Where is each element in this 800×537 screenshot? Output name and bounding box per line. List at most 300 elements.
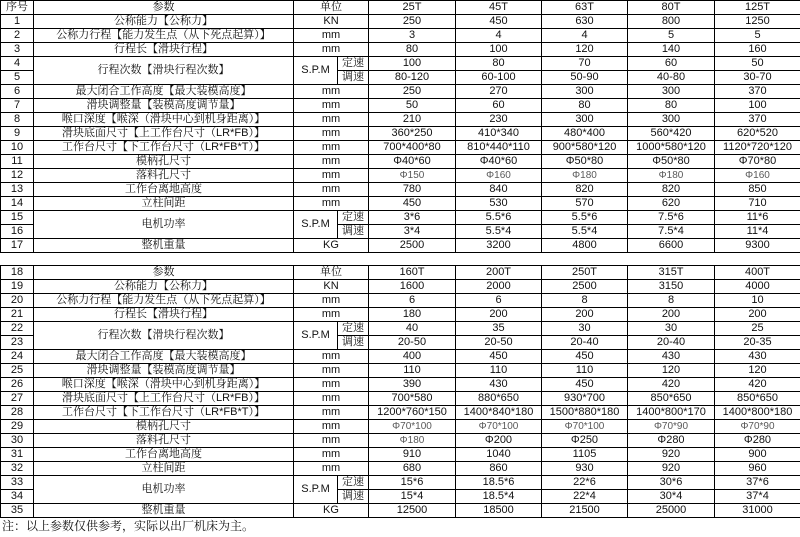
value-cell: 3: [369, 29, 456, 43]
value-cell: 37*6: [715, 476, 800, 490]
row-index-cell: 16: [1, 225, 34, 239]
table-row: [1, 378, 800, 392]
value-cell: 80: [628, 99, 715, 113]
value-cell: 210: [369, 113, 456, 127]
table-row: [1, 350, 800, 364]
table-row: [1, 462, 800, 476]
value-cell: 18.5*4: [456, 490, 542, 504]
value-cell: 15*6: [369, 476, 456, 490]
value-cell: 200: [456, 308, 542, 322]
param-label-cell: 电机功率: [34, 476, 294, 504]
value-cell: 20-40: [542, 336, 628, 350]
row-index-cell: 34: [1, 490, 34, 504]
value-cell: 430: [715, 350, 800, 364]
row-index-cell: 7: [1, 99, 34, 113]
value-cell: 880*650: [456, 392, 542, 406]
value-cell: Φ200: [456, 434, 542, 448]
value-cell: 930*700: [542, 392, 628, 406]
value-cell: 3*6: [369, 211, 456, 225]
value-cell: 7.5*6: [628, 211, 715, 225]
value-cell: Φ70*80: [715, 155, 800, 169]
table-row: [1, 476, 800, 490]
speed-tag-cell: 调速: [338, 336, 369, 350]
value-cell: 570: [542, 197, 628, 211]
param-label-cell: 公称能力【公称力】: [34, 15, 294, 29]
unit-cell: S.P.M: [294, 476, 338, 504]
unit-cell: mm: [294, 378, 369, 392]
param-label-cell: 工作台尺寸【下工作台尺寸（LR*FB*T）】: [34, 406, 294, 420]
spec-table-2: [0, 265, 800, 518]
unit-cell: mm: [294, 155, 369, 169]
table-row: [1, 99, 800, 113]
value-cell: 360*250: [369, 127, 456, 141]
model-header: 200T: [456, 266, 542, 280]
row-index-cell: 26: [1, 378, 34, 392]
model-header: 80T: [628, 1, 715, 15]
value-cell: 300: [628, 113, 715, 127]
table-row: [1, 239, 800, 253]
model-header: 315T: [628, 266, 715, 280]
value-cell: 5: [628, 29, 715, 43]
param-header: 参数: [34, 1, 294, 15]
param-label-cell: 模柄孔尺寸: [34, 155, 294, 169]
value-cell: 15*4: [369, 490, 456, 504]
param-label-cell: 工作台尺寸【下工作台尺寸（LR*FB*T）】: [34, 141, 294, 155]
param-label-cell: 最大闭合工作高度【最大装模高度】: [34, 85, 294, 99]
speed-tag-cell: 调速: [338, 71, 369, 85]
value-cell: 620: [628, 197, 715, 211]
row-index-cell: 6: [1, 85, 34, 99]
value-cell: Φ180: [369, 434, 456, 448]
value-cell: 25: [715, 322, 800, 336]
value-cell: 450: [456, 350, 542, 364]
value-cell: 450: [456, 15, 542, 29]
model-header: 63T: [542, 1, 628, 15]
value-cell: 480*400: [542, 127, 628, 141]
table-row: [1, 322, 800, 336]
value-cell: 8: [628, 294, 715, 308]
value-cell: 50: [369, 99, 456, 113]
value-cell: 840: [456, 183, 542, 197]
value-cell: 230: [456, 113, 542, 127]
value-cell: 20-50: [369, 336, 456, 350]
row-index-header: 18: [1, 266, 34, 280]
unit-cell: mm: [294, 99, 369, 113]
value-cell: 390: [369, 378, 456, 392]
value-cell: 2000: [456, 280, 542, 294]
value-cell: Φ40*60: [369, 155, 456, 169]
row-index-cell: 27: [1, 392, 34, 406]
value-cell: 70: [542, 57, 628, 71]
value-cell: Φ70*100: [542, 420, 628, 434]
value-cell: 630: [542, 15, 628, 29]
value-cell: 6: [369, 294, 456, 308]
value-cell: 2500: [369, 239, 456, 253]
footer-note: 注：以上参数仅供参考，实际以出厂机床为主。: [2, 519, 255, 533]
model-header: 160T: [369, 266, 456, 280]
value-cell: 270: [456, 85, 542, 99]
value-cell: Φ150: [369, 169, 456, 183]
param-header: 参数: [34, 266, 294, 280]
value-cell: 450: [542, 350, 628, 364]
spec-table-1: [0, 0, 800, 253]
value-cell: 22*4: [542, 490, 628, 504]
value-cell: 22*6: [542, 476, 628, 490]
value-cell: 370: [715, 85, 800, 99]
table-row: [1, 392, 800, 406]
unit-cell: mm: [294, 420, 369, 434]
table-row: [1, 434, 800, 448]
value-cell: 6: [456, 294, 542, 308]
value-cell: 530: [456, 197, 542, 211]
row-index-cell: 1: [1, 15, 34, 29]
value-cell: 300: [628, 85, 715, 99]
value-cell: 1000*580*120: [628, 141, 715, 155]
row-index-cell: 31: [1, 448, 34, 462]
value-cell: 7.5*4: [628, 225, 715, 239]
unit-cell: KG: [294, 504, 369, 518]
value-cell: 18.5*6: [456, 476, 542, 490]
value-cell: 60-100: [456, 71, 542, 85]
unit-cell: mm: [294, 141, 369, 155]
unit-cell: mm: [294, 308, 369, 322]
row-index-cell: 35: [1, 504, 34, 518]
table-row: [1, 364, 800, 378]
unit-cell: mm: [294, 197, 369, 211]
value-cell: 80: [456, 57, 542, 71]
value-cell: 700*400*80: [369, 141, 456, 155]
table-row: [1, 420, 800, 434]
value-cell: 12500: [369, 504, 456, 518]
table-row: [1, 85, 800, 99]
row-index-cell: 10: [1, 141, 34, 155]
value-cell: 50: [715, 57, 800, 71]
value-cell: 450: [369, 197, 456, 211]
row-index-cell: 29: [1, 420, 34, 434]
table-row: [1, 169, 800, 183]
value-cell: 900*580*120: [542, 141, 628, 155]
value-cell: Φ70*100: [456, 420, 542, 434]
value-cell: 820: [628, 183, 715, 197]
value-cell: Φ280: [715, 434, 800, 448]
param-label-cell: 喉口深度【喉深（滑块中心到机身距离）】: [34, 113, 294, 127]
param-label-cell: 立柱间距: [34, 197, 294, 211]
value-cell: 1200*760*150: [369, 406, 456, 420]
unit-cell: mm: [294, 294, 369, 308]
value-cell: 60: [628, 57, 715, 71]
value-cell: 1105: [542, 448, 628, 462]
value-cell: 20-40: [628, 336, 715, 350]
table-gap: [0, 253, 800, 265]
value-cell: 9300: [715, 239, 800, 253]
value-cell: 2500: [542, 280, 628, 294]
param-label-cell: 滑块底面尺寸【上工作台尺寸（LR*FB）】: [34, 392, 294, 406]
unit-cell: mm: [294, 462, 369, 476]
value-cell: 37*4: [715, 490, 800, 504]
table-row: [1, 280, 800, 294]
table-row: [1, 211, 800, 225]
row-index-cell: 8: [1, 113, 34, 127]
value-cell: 60: [456, 99, 542, 113]
value-cell: 10: [715, 294, 800, 308]
unit-cell: mm: [294, 183, 369, 197]
unit-cell: mm: [294, 85, 369, 99]
value-cell: 3200: [456, 239, 542, 253]
row-index-cell: 17: [1, 239, 34, 253]
value-cell: 25000: [628, 504, 715, 518]
value-cell: 1400*800*170: [628, 406, 715, 420]
table-row: [1, 43, 800, 57]
row-index-cell: 25: [1, 364, 34, 378]
value-cell: 450: [542, 378, 628, 392]
value-cell: 430: [628, 350, 715, 364]
table-row: [1, 294, 800, 308]
table-row: [1, 15, 800, 29]
table-row: [1, 448, 800, 462]
param-label-cell: 公称能力【公称力】: [34, 280, 294, 294]
value-cell: 4: [456, 29, 542, 43]
value-cell: 110: [369, 364, 456, 378]
value-cell: Φ160: [456, 169, 542, 183]
row-index-cell: 24: [1, 350, 34, 364]
row-index-cell: 14: [1, 197, 34, 211]
value-cell: 35: [456, 322, 542, 336]
param-label-cell: 行程长【滑块行程】: [34, 308, 294, 322]
model-header: 250T: [542, 266, 628, 280]
param-label-cell: 模柄孔尺寸: [34, 420, 294, 434]
unit-cell: mm: [294, 127, 369, 141]
value-cell: 50-90: [542, 71, 628, 85]
row-index-cell: 32: [1, 462, 34, 476]
value-cell: 80: [542, 99, 628, 113]
value-cell: 30*6: [628, 476, 715, 490]
value-cell: 1250: [715, 15, 800, 29]
value-cell: 18500: [456, 504, 542, 518]
model-header: 125T: [715, 1, 800, 15]
value-cell: 420: [715, 378, 800, 392]
table-row: [1, 308, 800, 322]
row-index-cell: 30: [1, 434, 34, 448]
value-cell: 850: [715, 183, 800, 197]
unit-cell: mm: [294, 43, 369, 57]
header-row: [1, 1, 800, 15]
row-index-cell: 28: [1, 406, 34, 420]
unit-header: 单位: [294, 1, 369, 15]
table-row: [1, 113, 800, 127]
param-label-cell: 电机功率: [34, 211, 294, 239]
unit-cell: KN: [294, 15, 369, 29]
unit-header: 单位: [294, 266, 369, 280]
value-cell: 680: [369, 462, 456, 476]
unit-cell: mm: [294, 392, 369, 406]
value-cell: 430: [456, 378, 542, 392]
param-label-cell: 行程次数【滑块行程次数】: [34, 322, 294, 350]
value-cell: 250: [369, 85, 456, 99]
value-cell: 120: [715, 364, 800, 378]
value-cell: 120: [628, 364, 715, 378]
value-cell: 200: [628, 308, 715, 322]
param-label-cell: 落料孔尺寸: [34, 169, 294, 183]
unit-cell: mm: [294, 434, 369, 448]
value-cell: 900: [715, 448, 800, 462]
value-cell: 960: [715, 462, 800, 476]
param-label-cell: 公称力行程【能力发生点（从下死点起算）】: [34, 29, 294, 43]
value-cell: Φ70*100: [369, 420, 456, 434]
param-label-cell: 最大闭合工作高度【最大装模高度】: [34, 350, 294, 364]
value-cell: 40: [369, 322, 456, 336]
value-cell: 40-80: [628, 71, 715, 85]
row-index-cell: 22: [1, 322, 34, 336]
value-cell: 30: [628, 322, 715, 336]
value-cell: 410*340: [456, 127, 542, 141]
unit-cell: S.P.M: [294, 322, 338, 350]
value-cell: 30-70: [715, 71, 800, 85]
value-cell: 560*420: [628, 127, 715, 141]
speed-tag-cell: 调速: [338, 490, 369, 504]
value-cell: 800: [628, 15, 715, 29]
table-row: [1, 127, 800, 141]
unit-cell: S.P.M: [294, 57, 338, 85]
value-cell: 780: [369, 183, 456, 197]
value-cell: Φ160: [715, 169, 800, 183]
value-cell: 4800: [542, 239, 628, 253]
value-cell: Φ70*90: [628, 420, 715, 434]
value-cell: 1120*720*120: [715, 141, 800, 155]
value-cell: Φ280: [628, 434, 715, 448]
table-row: [1, 197, 800, 211]
unit-cell: mm: [294, 113, 369, 127]
value-cell: 3*4: [369, 225, 456, 239]
param-label-cell: 行程次数【滑块行程次数】: [34, 57, 294, 85]
value-cell: 5.5*6: [542, 211, 628, 225]
row-index-cell: 9: [1, 127, 34, 141]
value-cell: 1600: [369, 280, 456, 294]
param-label-cell: 整机重量: [34, 504, 294, 518]
value-cell: 910: [369, 448, 456, 462]
value-cell: 200: [542, 308, 628, 322]
value-cell: 810*440*110: [456, 141, 542, 155]
param-label-cell: 滑块调整量【装模高度调节量】: [34, 364, 294, 378]
model-header: 25T: [369, 1, 456, 15]
table-row: [1, 406, 800, 420]
unit-cell: KN: [294, 280, 369, 294]
value-cell: 5.5*4: [456, 225, 542, 239]
param-label-cell: 立柱间距: [34, 462, 294, 476]
row-index-cell: 11: [1, 155, 34, 169]
value-cell: Φ50*80: [628, 155, 715, 169]
row-index-cell: 21: [1, 308, 34, 322]
value-cell: 300: [542, 85, 628, 99]
param-label-cell: 整机重量: [34, 239, 294, 253]
row-index-cell: 2: [1, 29, 34, 43]
row-index-cell: 20: [1, 294, 34, 308]
value-cell: 30*4: [628, 490, 715, 504]
value-cell: 31000: [715, 504, 800, 518]
value-cell: 850*650: [715, 392, 800, 406]
speed-tag-cell: 定速: [338, 211, 369, 225]
param-label-cell: 工作台离地高度: [34, 448, 294, 462]
value-cell: 5: [715, 29, 800, 43]
value-cell: 110: [456, 364, 542, 378]
table-row: [1, 141, 800, 155]
value-cell: 820: [542, 183, 628, 197]
value-cell: 1400*800*180: [715, 406, 800, 420]
table-row: [1, 155, 800, 169]
value-cell: 920: [628, 448, 715, 462]
param-label-cell: 落料孔尺寸: [34, 434, 294, 448]
value-cell: 850*650: [628, 392, 715, 406]
value-cell: 20-50: [456, 336, 542, 350]
value-cell: 11*4: [715, 225, 800, 239]
value-cell: 110: [542, 364, 628, 378]
row-index-cell: 5: [1, 71, 34, 85]
value-cell: 700*580: [369, 392, 456, 406]
value-cell: 300: [542, 113, 628, 127]
table-row: [1, 29, 800, 43]
param-label-cell: 公称力行程【能力发生点（从下死点起算）】: [34, 294, 294, 308]
table-row: [1, 504, 800, 518]
model-header: 45T: [456, 1, 542, 15]
row-index-header: 序号: [1, 1, 34, 15]
speed-tag-cell: 定速: [338, 476, 369, 490]
table-row: [1, 57, 800, 71]
unit-cell: mm: [294, 406, 369, 420]
value-cell: 8: [542, 294, 628, 308]
value-cell: 1400*840*180: [456, 406, 542, 420]
value-cell: 80-120: [369, 71, 456, 85]
value-cell: 100: [715, 99, 800, 113]
value-cell: Φ50*80: [542, 155, 628, 169]
value-cell: 920: [628, 462, 715, 476]
value-cell: Φ70*90: [715, 420, 800, 434]
value-cell: 200: [715, 308, 800, 322]
value-cell: 11*6: [715, 211, 800, 225]
row-index-cell: 13: [1, 183, 34, 197]
value-cell: 400: [369, 350, 456, 364]
value-cell: 620*520: [715, 127, 800, 141]
value-cell: Φ180: [542, 169, 628, 183]
param-label-cell: 行程长【滑块行程】: [34, 43, 294, 57]
value-cell: 4: [542, 29, 628, 43]
value-cell: 250: [369, 15, 456, 29]
value-cell: 5.5*6: [456, 211, 542, 225]
header-row: [1, 266, 800, 280]
value-cell: Φ40*60: [456, 155, 542, 169]
value-cell: 4000: [715, 280, 800, 294]
param-label-cell: 工作台离地高度: [34, 183, 294, 197]
unit-cell: mm: [294, 364, 369, 378]
row-index-cell: 12: [1, 169, 34, 183]
value-cell: Φ250: [542, 434, 628, 448]
value-cell: 710: [715, 197, 800, 211]
value-cell: 20-35: [715, 336, 800, 350]
speed-tag-cell: 定速: [338, 322, 369, 336]
table-row: [1, 183, 800, 197]
value-cell: 5.5*4: [542, 225, 628, 239]
value-cell: 140: [628, 43, 715, 57]
row-index-cell: 33: [1, 476, 34, 490]
value-cell: 160: [715, 43, 800, 57]
param-label-cell: 滑块底面尺寸【上工作台尺寸（LR*FB）】: [34, 127, 294, 141]
row-index-cell: 3: [1, 43, 34, 57]
value-cell: 100: [456, 43, 542, 57]
unit-cell: mm: [294, 448, 369, 462]
row-index-cell: 4: [1, 57, 34, 71]
value-cell: 930: [542, 462, 628, 476]
value-cell: 6600: [628, 239, 715, 253]
value-cell: 1040: [456, 448, 542, 462]
value-cell: 860: [456, 462, 542, 476]
